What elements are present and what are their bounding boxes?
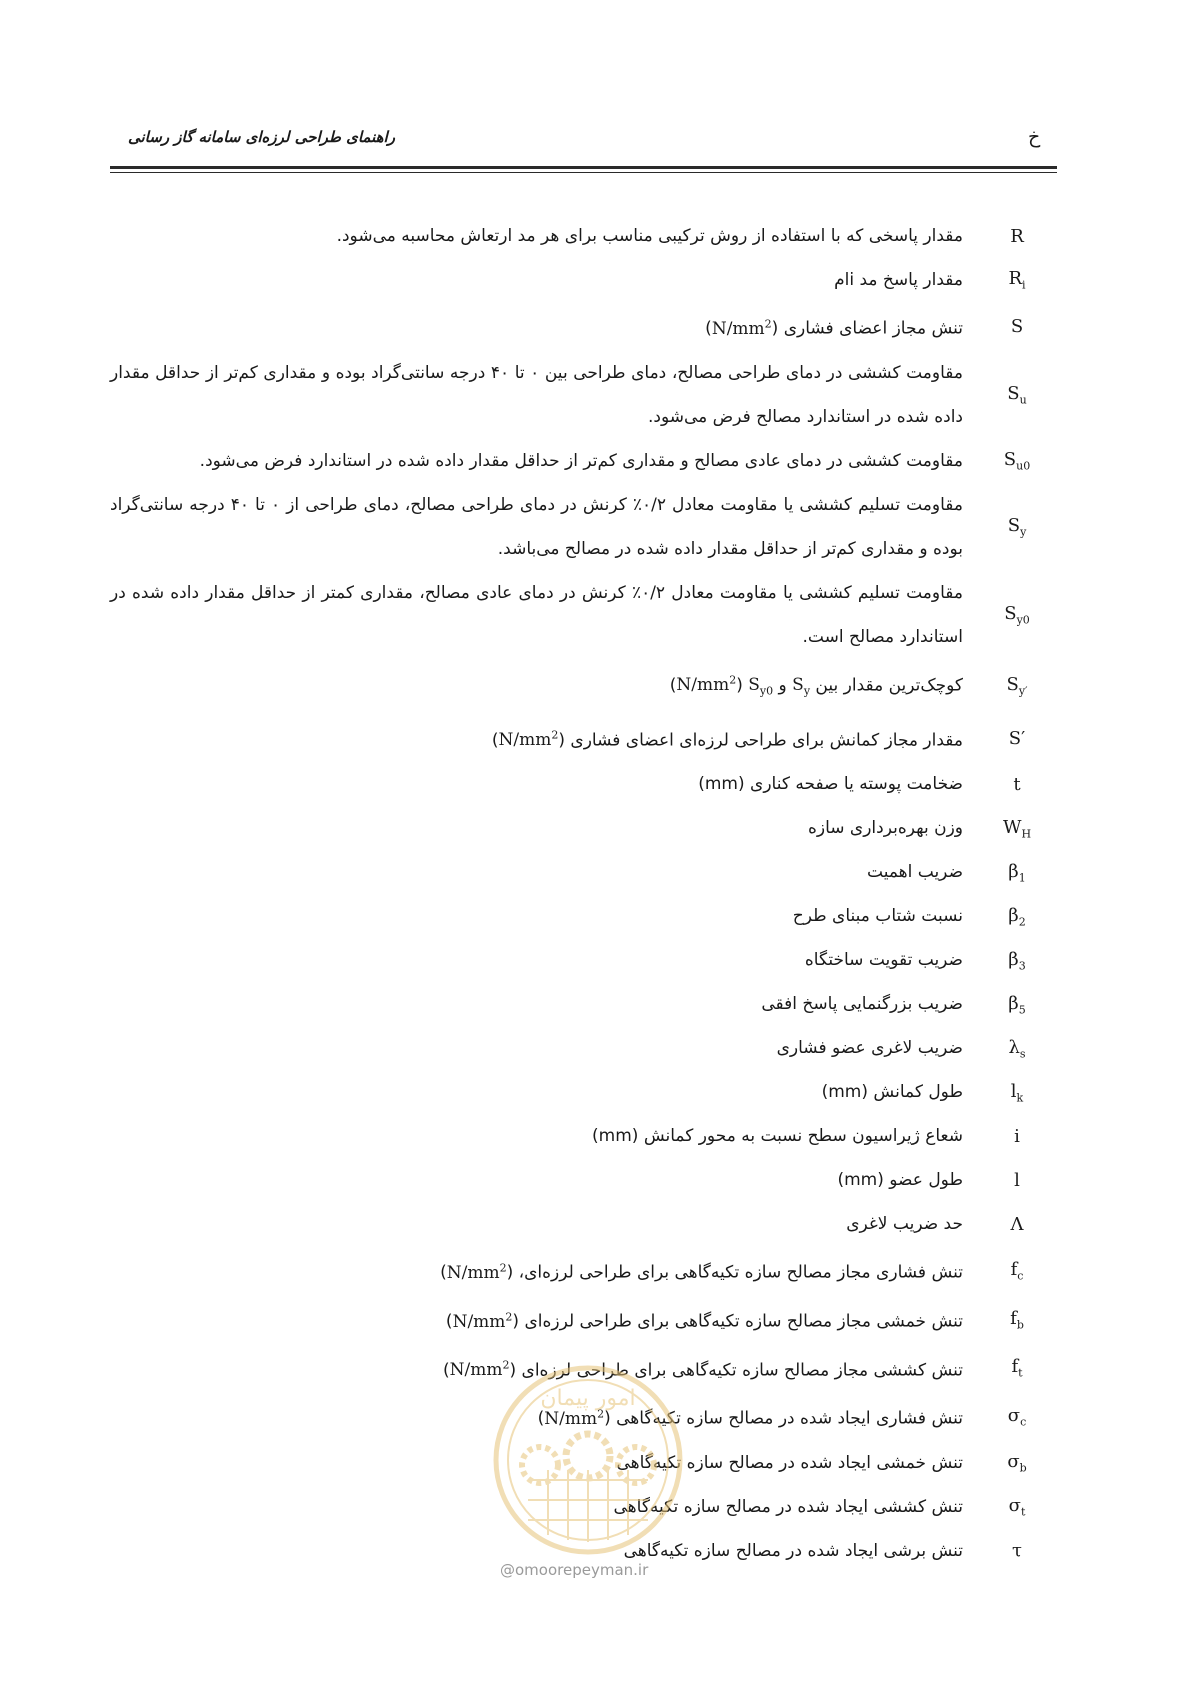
symbol: $\sigma_b$ <box>1007 1451 1027 1475</box>
symbol: $\sigma_c$ <box>1007 1404 1027 1429</box>
symbol: $f_c$ <box>1010 1258 1024 1283</box>
symbol-definition: تنش کششی ایجاد شده در مصالح سازه تکیه‌گاهی <box>613 1496 963 1517</box>
symbol-definition: ضخامت پوسته یا صفحه کناری (mm) <box>698 774 963 795</box>
symbol-entry <box>110 1070 1057 1114</box>
symbol: $\beta_1$ <box>1008 860 1026 885</box>
symbol-entry <box>110 439 1057 483</box>
stamp-text: امور پیمان <box>540 1386 636 1411</box>
watermark-text: @omoorepeyman.ir <box>500 1561 649 1579</box>
symbol: t <box>1013 773 1021 795</box>
symbol-definition: طول کمانش (mm) <box>821 1082 963 1103</box>
symbol: $S_{u0}$ <box>1003 448 1031 473</box>
symbol: $S_{y'}$ <box>1006 674 1028 698</box>
symbol-definition: مقدار مجاز کمانش برای طراحی لرزه‌ای اعضای فشاری $(N/mm^2)$ <box>491 728 963 751</box>
symbol-definition: تنش خمشی ایجاد شده در مصالح سازه تکیه‌گاهی <box>616 1452 963 1473</box>
symbol-entry <box>110 571 1057 659</box>
symbol-definition: ضریب بزرگنمایی پاسخ افقی <box>761 994 963 1015</box>
symbol-entry <box>110 806 1057 850</box>
symbol-definition: حد ضریب لاغری <box>846 1214 963 1235</box>
symbol: S <box>1010 315 1024 337</box>
symbol-definition: تنش فشاری مجاز مصالح سازه تکیه‌گاهی برای طراحی لرزه‌ای، $(N/mm^2)$ <box>440 1261 963 1284</box>
symbol: l <box>1014 1169 1020 1191</box>
symbol-definition: مقاومت کششی در دمای عادی مصالح و مقداری کم‌تر از حداقل مقدار داده شده در استاندارد فرض می‌شود. <box>199 450 963 471</box>
symbol-entry <box>110 894 1057 938</box>
symbol-definition: وزن بهره‌برداری سازه <box>807 818 963 839</box>
symbol-entry <box>110 1026 1057 1070</box>
symbol-entry <box>110 1202 1057 1246</box>
symbol: $\beta_2$ <box>1008 904 1026 929</box>
symbol-entry <box>110 850 1057 894</box>
symbol-entry <box>110 1295 1057 1344</box>
symbol-entry <box>110 483 1057 571</box>
symbol: $f_t$ <box>1011 1356 1023 1380</box>
symbol: $\lambda_s$ <box>1008 1036 1026 1061</box>
symbol-entry <box>110 714 1057 763</box>
symbol-entry <box>110 258 1057 302</box>
header-rule-thick <box>110 166 1057 169</box>
symbol: $S_y$ <box>1007 514 1027 539</box>
symbol-definition: تنش برشی ایجاد شده در مصالح سازه تکیه‌گاهی <box>623 1540 963 1561</box>
symbol-entry <box>110 302 1057 351</box>
symbol-definition: ضریب اهمیت <box>867 862 963 883</box>
symbol-definition: تنش فشاری ایجاد شده در مصالح سازه تکیه‌گاهی $(N/mm^2)$ <box>537 1407 963 1429</box>
symbol-entry <box>110 1114 1057 1158</box>
symbol-definition: ضریب تقویت ساختگاه <box>804 950 963 971</box>
symbol-entry <box>110 351 1057 439</box>
header-rule-thin <box>110 172 1057 173</box>
symbol-definition: مقدار پاسخی که با استفاده از روش ترکیبی مناسب برای هر مد ارتعاش محاسبه می‌شود. <box>336 226 963 246</box>
symbol: τ <box>1012 1540 1022 1562</box>
symbol-definition: مقاومت تسلیم کششی یا مقاومت معادل ۰/۲٪ کرنش در دمای طراحی مصالح، دمای طراحی از ۰ تا ۴۰ درجه سانتی‌گراد بوده و مقداری کم‌تر از حداقل مقدار داده شده در مصالح می‌باشد. <box>110 494 963 559</box>
symbol-definition: مقاومت کششی در دمای طراحی مصالح، دمای طراحی بین ۰ تا ۴۰ درجه سانتی‌گراد بوده و مقداری کم‌تر از حداقل مقدار داده شده در استاندارد مصالح فرض می‌شود. <box>110 362 964 427</box>
symbol: $\beta_3$ <box>1008 948 1026 973</box>
symbol: $\beta_5$ <box>1008 992 1026 1017</box>
symbol-definition: ضریب لاغری عضو فشاری <box>776 1038 963 1059</box>
symbol: i <box>1014 1125 1020 1147</box>
symbol-entry <box>110 214 1057 258</box>
symbol-definition: تنش مجاز اعضای فشاری $(N/mm^2)$ <box>705 317 963 339</box>
symbol-entry <box>110 1246 1057 1295</box>
stamp-logo <box>488 1360 688 1560</box>
symbol: Λ <box>1010 1213 1024 1235</box>
symbol-definition: طول عضو (mm) <box>837 1170 963 1191</box>
symbol-definition: شعاع ژیراسیون سطح نسبت به محور کمانش (mm) <box>592 1126 963 1147</box>
symbol: $S_u$ <box>1007 382 1027 407</box>
symbol-definition: کوچک‌ترین مقدار بین $S_y$ و $S_{y0}$ $(N/mm^2)$ <box>669 673 963 698</box>
symbol: $W_H$ <box>1002 816 1032 841</box>
symbol-entry <box>110 659 1057 714</box>
symbol-definition: مقاومت تسلیم کششی یا مقاومت معادل ۰/۲٪ کرنش در دمای عادی مصالح، مقداری کمتر از حداقل مقدار داده شده در استاندارد مصالح است. <box>110 582 963 647</box>
page-header-title: راهنمای طراحی لرزه‌ای سامانه گاز رسانی <box>128 128 395 146</box>
symbol: $l_k$ <box>1010 1080 1024 1105</box>
symbol-entry <box>110 982 1057 1026</box>
symbol-entry <box>110 762 1057 806</box>
symbol-definition: تنش خمشی مجاز مصالح سازه تکیه‌گاهی برای طراحی لرزه‌ای $(N/mm^2)$ <box>445 1310 963 1332</box>
page-number: خ <box>1028 126 1041 148</box>
symbol-entry <box>110 1158 1057 1202</box>
symbol-entry <box>110 938 1057 982</box>
symbol-definition: مقدار پاسخ مد iام <box>834 270 963 290</box>
symbol: $S_{y0}$ <box>1004 602 1030 627</box>
symbol: R <box>1010 225 1024 247</box>
symbol: $\sigma_t$ <box>1008 1495 1026 1519</box>
symbol-definition: تنش کششی مجاز مصالح سازه تکیه‌گاهی برای طراحی لرزه‌ای $(N/mm^2)$ <box>443 1358 963 1381</box>
symbol: S′ <box>1008 727 1026 749</box>
symbol-definition: نسبت شتاب مبنای طرح <box>792 906 963 927</box>
symbol: $f_b$ <box>1010 1307 1024 1332</box>
symbol: $R_i$ <box>1008 268 1026 292</box>
